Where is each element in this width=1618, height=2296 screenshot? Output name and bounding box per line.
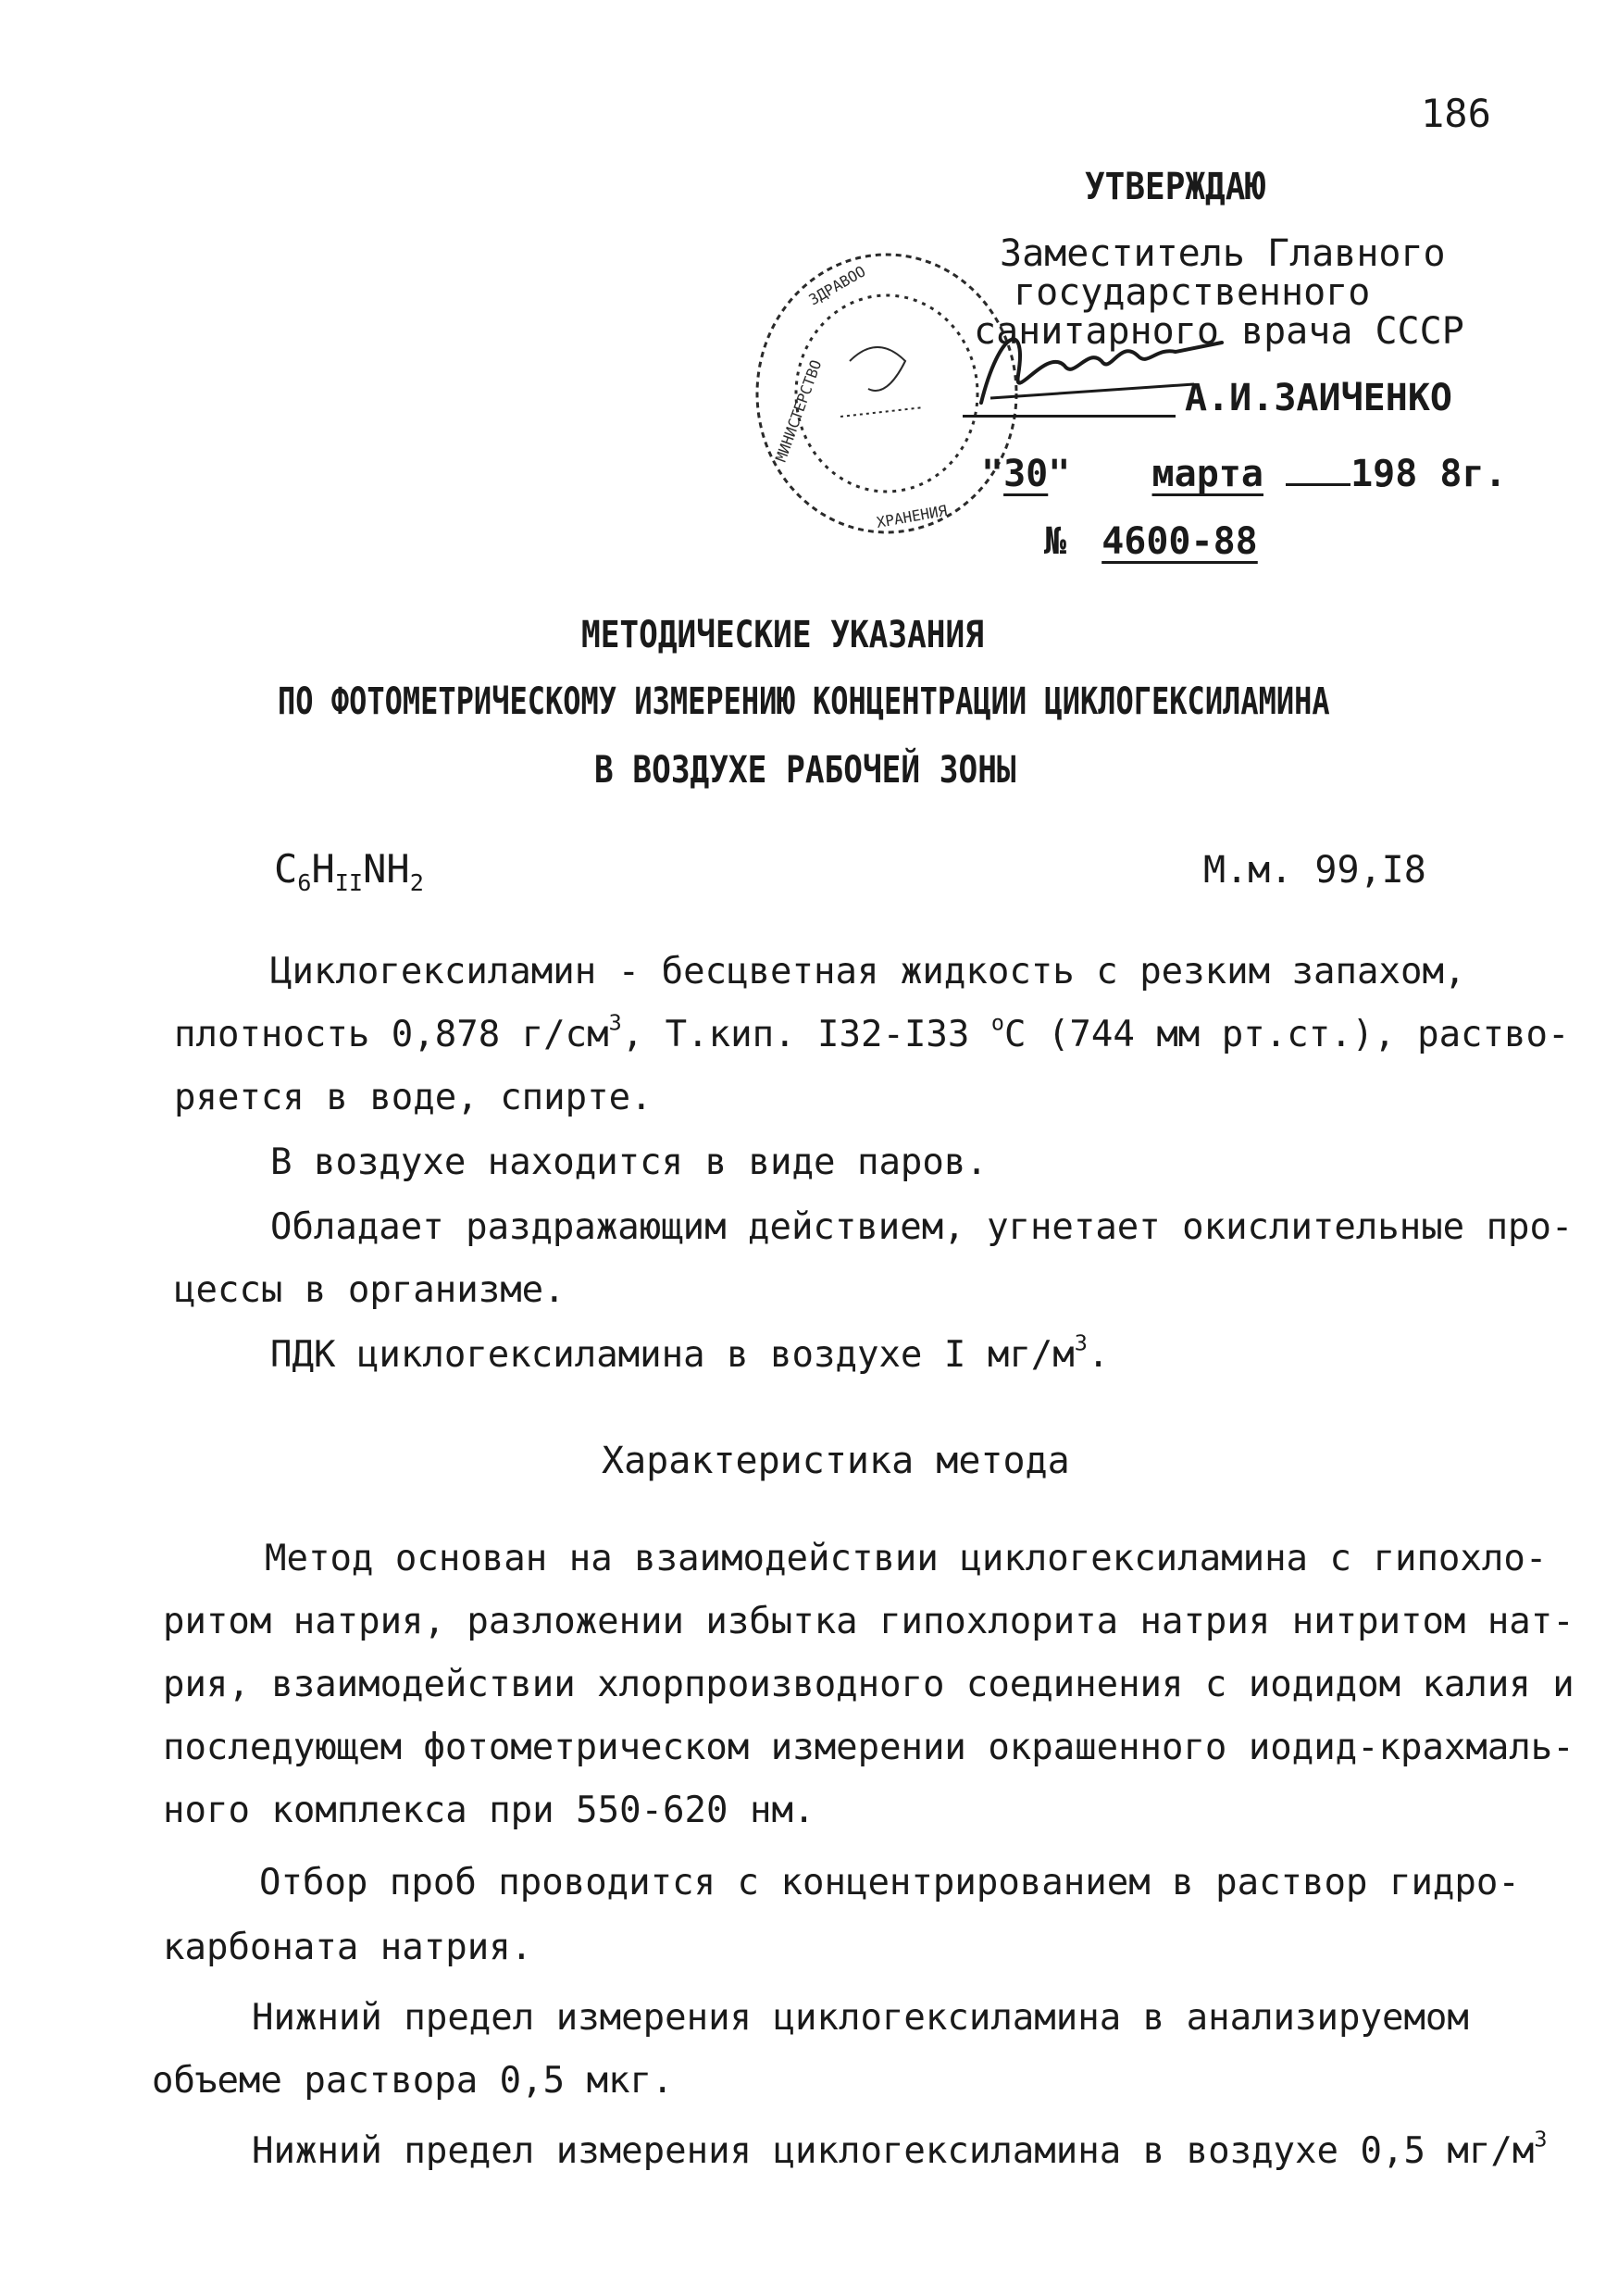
signature-line bbox=[963, 415, 1176, 418]
method-line-5: ного комплекса при 550-620 нм. bbox=[163, 1790, 815, 1831]
body-paragraph-1-line-3: ряется в воде, спирте. bbox=[174, 1077, 653, 1118]
svg-text:ХРАНЕНИЯ: ХРАНЕНИЯ bbox=[875, 501, 949, 531]
document-title-line-1: МЕТОДИЧЕСКИЕ УКАЗАНИЯ bbox=[581, 614, 984, 656]
mac-period: . bbox=[1087, 1334, 1110, 1376]
density-exponent: 3 bbox=[608, 1009, 622, 1036]
body-paragraph-3-line-2: цессы в организме. bbox=[174, 1269, 566, 1311]
section-title: Характеристика метода bbox=[602, 1440, 1070, 1482]
formula-c: C bbox=[274, 846, 298, 892]
date-year-unit: г. bbox=[1462, 453, 1507, 495]
chemical-formula bbox=[274, 846, 424, 896]
page-number: 186 bbox=[1421, 91, 1491, 136]
method-line-8: Нижний предел измерения циклогексиламина в анализируемом bbox=[252, 1997, 1469, 2039]
formula-nh: NH bbox=[363, 846, 410, 892]
boiling-point-text: , Т.кип. I32-I33 bbox=[621, 1014, 991, 1055]
method-line-9: объеме раствора 0,5 мкг. bbox=[152, 2060, 674, 2102]
approval-number bbox=[1044, 520, 1258, 563]
air-limit-text: Нижний предел измерения циклогексиламина в воздухе 0,5 мг/м bbox=[252, 2130, 1535, 2172]
body-paragraph-4 bbox=[270, 1329, 1110, 1376]
document-title-line-2: ПО ФОТОМЕТРИЧЕСКОМУ ИЗМЕРЕНИЮ КОНЦЕНТРАЦИИ ЦИКЛОГЕКСИЛАМИНА bbox=[278, 680, 1330, 723]
date-year-suffix: 8 bbox=[1439, 453, 1462, 495]
formula-h: H bbox=[311, 846, 335, 892]
formula-c-sub: 6 bbox=[297, 868, 312, 896]
method-line-1: Метод основан на взаимодействии циклогексиламина с гипохло- bbox=[265, 1538, 1548, 1579]
air-limit-exponent: 3 bbox=[1534, 2126, 1548, 2152]
svg-text:ЗДРАВОО: ЗДРАВОО bbox=[805, 262, 869, 309]
body-paragraph-1-line-2 bbox=[174, 1009, 1570, 1055]
formula-h-sub: II bbox=[334, 868, 364, 896]
method-line-10 bbox=[252, 2126, 1548, 2172]
formula-nh-sub: 2 bbox=[409, 868, 424, 896]
molar-mass: М.м. 99,I8 bbox=[1203, 849, 1426, 892]
approval-position-line-1: Заместитель Главного bbox=[1000, 232, 1446, 275]
document-title-line-3: В ВОЗДУХЕ РАБОЧЕЙ ЗОНЫ bbox=[594, 749, 1016, 792]
body-paragraph-2: В воздухе находится в виде паров. bbox=[270, 1142, 988, 1183]
date-quote-open: " bbox=[981, 453, 1004, 495]
method-line-3: рия, взаимодействии хлорпроизводного соединения с иодидом калия и bbox=[163, 1664, 1574, 1705]
method-line-6: Отбор проб проводится с концентрированием в раствор гидро- bbox=[259, 1862, 1520, 1903]
handwritten-signature bbox=[963, 310, 1231, 421]
approval-heading: УТВЕРЖДАЮ bbox=[1085, 166, 1266, 208]
date-day: 30 bbox=[1003, 453, 1049, 495]
number-value: 4600-88 bbox=[1101, 520, 1258, 563]
number-sign: № bbox=[1044, 520, 1067, 563]
approver-name: А.И.ЗАИЧЕНКО bbox=[1185, 377, 1452, 419]
date-quote-close: " bbox=[1048, 453, 1071, 495]
svg-text:МИНИСТЕРСТВО: МИНИСТЕРСТВО bbox=[771, 357, 826, 465]
date-year-prefix: 198 bbox=[1350, 453, 1418, 495]
method-line-4: последующем фотометрическом измерении окрашенного иодид-крахмаль- bbox=[163, 1727, 1574, 1768]
approval-position-line-3: санитарного врача СССР bbox=[974, 310, 1464, 353]
date-month: марта bbox=[1151, 453, 1263, 495]
body-paragraph-3-line-1: Обладает раздражающим действием, угнетает окислительные про- bbox=[270, 1206, 1574, 1248]
approval-date bbox=[981, 455, 1507, 493]
boiling-point-rest: С (744 мм рт.ст.), раство- bbox=[1003, 1014, 1570, 1055]
mac-text: ПДК циклогексиламина в воздухе I мг/м bbox=[270, 1334, 1075, 1376]
density-text: плотность 0,878 г/см bbox=[174, 1014, 609, 1055]
body-paragraph-1-line-1: Циклогексиламин - бесцветная жидкость с резким запахом, bbox=[270, 951, 1466, 992]
approval-position-line-2: государственного bbox=[1014, 271, 1371, 314]
mac-exponent: 3 bbox=[1074, 1329, 1088, 1356]
degree-sign: о bbox=[990, 1009, 1004, 1036]
method-line-7: карбоната натрия. bbox=[163, 1927, 533, 1968]
method-line-2: ритом натрия, разложении избытка гипохлорита натрия нитритом нат- bbox=[163, 1601, 1574, 1642]
